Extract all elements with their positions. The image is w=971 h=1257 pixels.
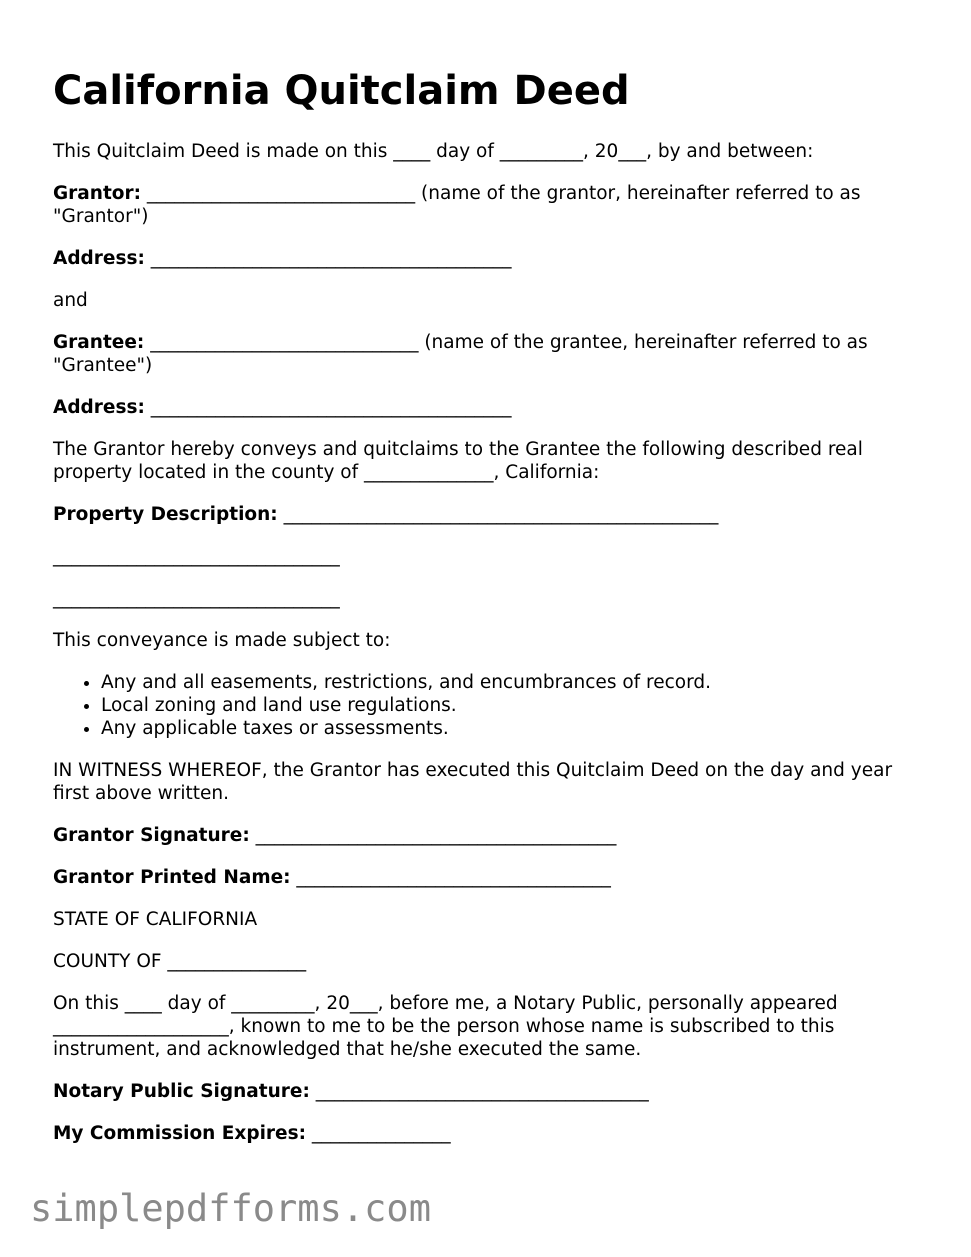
grantor-signature-field: _______________________________________ (249, 825, 617, 846)
commission-expires-field: _______________ (306, 1123, 451, 1144)
and-text: and (53, 290, 88, 311)
grantee-label: Grantee: (53, 332, 145, 353)
notary-statement: On this ____ day of _________, 20___, before me, a Notary Public, personally appeared ___________________, known to me to be the person whose name is subscribed to this instrument, and acknowledged that he/she executed the same. (53, 993, 838, 1060)
deed-body (53, 140, 933, 1164)
list-item: • Any and all easements, restrictions, and encumbrances of record. (101, 671, 933, 694)
property-blank-line-3: _______________________________ (53, 588, 340, 609)
subject-to-text: This conveyance is made subject to: (53, 630, 391, 651)
notary-signature-label: Notary Public Signature: (53, 1081, 310, 1102)
grantor-address-field: _______________________________________ (144, 248, 512, 269)
commission-expires-label: My Commission Expires: (53, 1123, 307, 1144)
grantee-field: _____________________________ (name of the grantee, hereinafter referred to as "Grantee") (53, 332, 868, 376)
grantor-printed-name-line (53, 866, 933, 889)
property-description-field: _______________________________________________ (277, 504, 719, 525)
grantor-line (53, 182, 933, 228)
property-blank-line-2: _______________________________ (53, 546, 340, 567)
commission-expires-line (53, 1122, 933, 1145)
grantee-address-field: _______________________________________ (144, 397, 512, 418)
state-text: STATE OF CALIFORNIA (53, 909, 258, 930)
watermark-text: simplepdfforms.com (30, 1187, 431, 1230)
notary-signature-line (53, 1080, 933, 1103)
grantor-field: _____________________________ (name of the grantor, hereinafter referred to as "Grantor") (53, 183, 861, 227)
grantor-printed-name-field: __________________________________ (290, 867, 611, 888)
property-description-label: Property Description: (53, 504, 278, 525)
grantor-label: Grantor: (53, 183, 142, 204)
grantor-signature-label: Grantor Signature: (53, 825, 250, 846)
conditions-list (53, 671, 933, 740)
list-item: • Local zoning and land use regulations. (101, 694, 933, 717)
grantor-signature-line (53, 824, 933, 847)
property-description-line (53, 503, 933, 526)
county-text: COUNTY OF _______________ (53, 951, 307, 972)
notary-signature-field: ____________________________________ (309, 1081, 649, 1102)
grantee-address-line (53, 396, 933, 419)
intro-paragraph: This Quitclaim Deed is made on this ____ day of _________, 20___, by and between: (53, 141, 814, 162)
grantor-address-line (53, 247, 933, 270)
document-title: California Quitclaim Deed (53, 68, 630, 114)
list-item: • Any applicable taxes or assessments. (101, 717, 933, 740)
grantee-line (53, 331, 933, 377)
grantor-address-label: Address: (53, 248, 145, 269)
grantor-printed-name-label: Grantor Printed Name: (53, 867, 291, 888)
witness-paragraph: IN WITNESS WHEREOF, the Grantor has executed this Quitclaim Deed on the day and year first above written. (53, 760, 893, 804)
conveyance-paragraph: The Grantor hereby conveys and quitclaims to the Grantee the following described real property located in the county of ______________, California: (53, 439, 863, 483)
grantee-address-label: Address: (53, 397, 145, 418)
